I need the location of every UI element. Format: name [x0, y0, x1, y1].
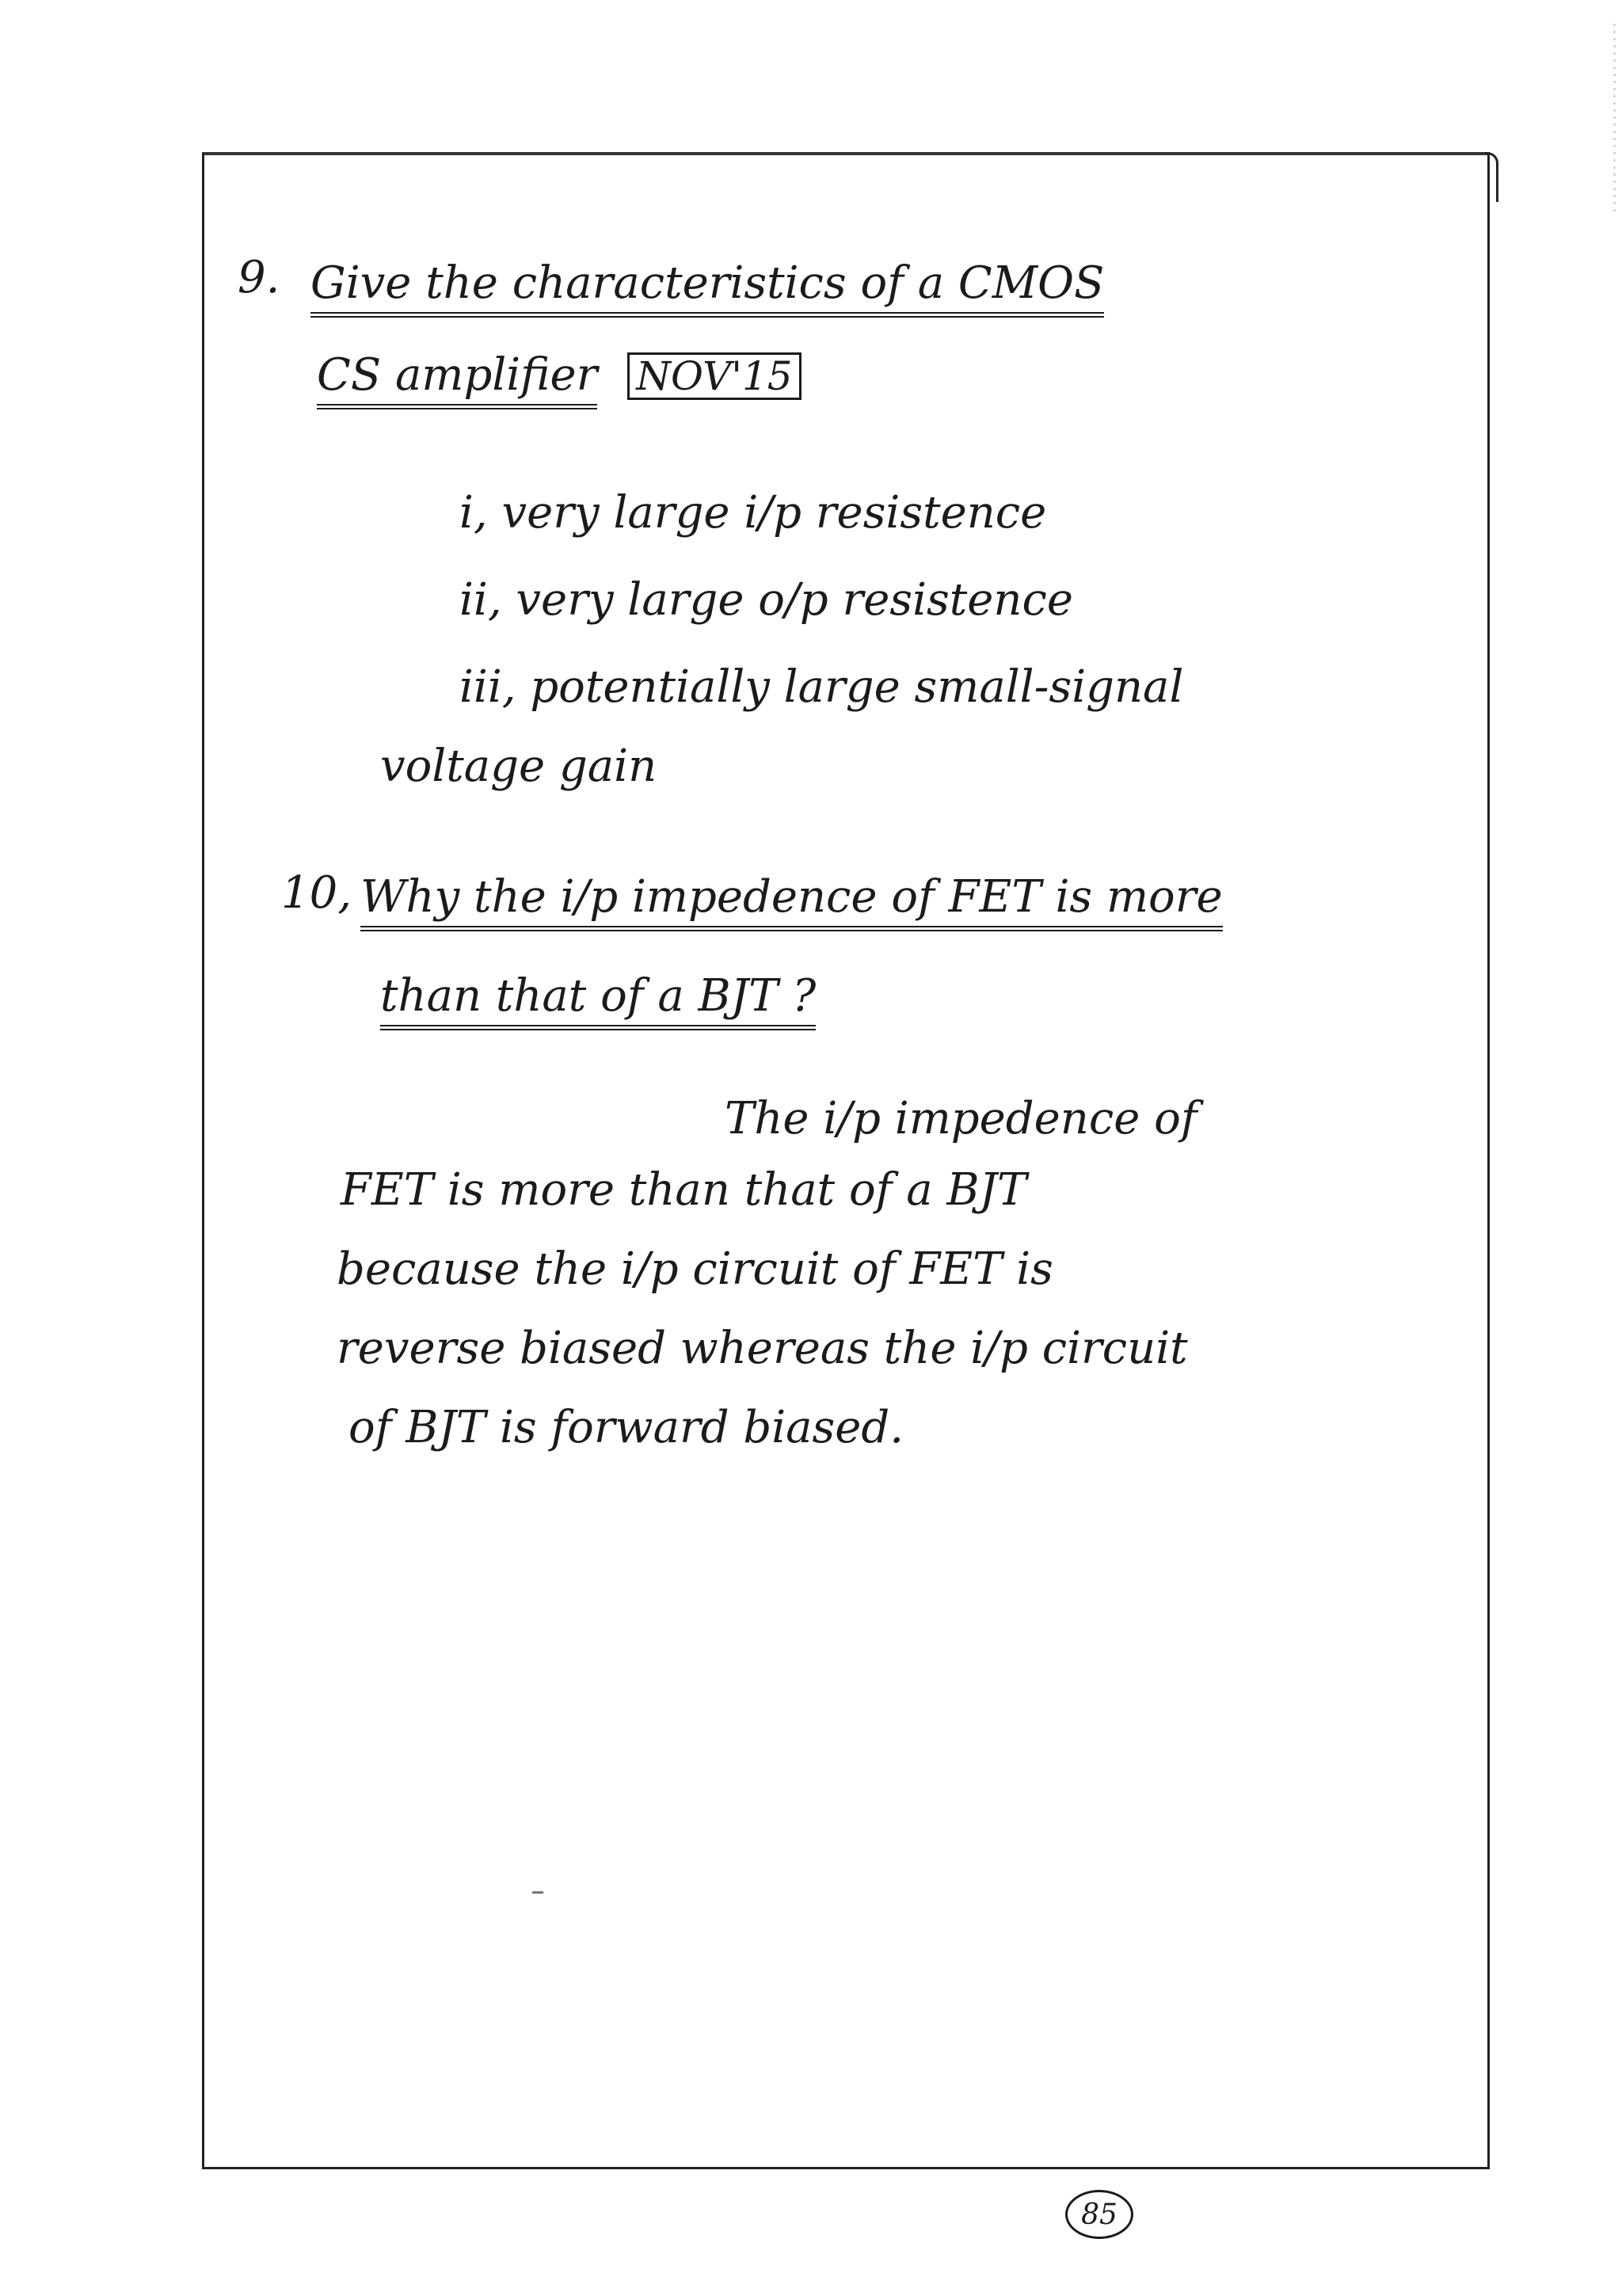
- answer-9-item-3: iii, potentially large small-signal: [459, 661, 1184, 713]
- page-border-corner: [1485, 152, 1498, 202]
- page-border: [202, 152, 1490, 2169]
- question-10-title-line1: [360, 871, 1223, 931]
- answer-9-item-1: i, very large i/p resistence: [459, 487, 1047, 539]
- question-9-title-line1-text: Give the characteristics of a CMOS: [310, 261, 1104, 318]
- answer-9-item-3-cont: voltage gain: [380, 741, 657, 792]
- question-10-title-line2-text: than that of a BJT ?: [380, 974, 816, 1030]
- question-10-title-line2: [380, 970, 817, 1030]
- question-9-title-line2: [317, 349, 801, 409]
- exam-date-tag: NOV'15: [627, 352, 801, 400]
- answer-10-line-2: FET is more than that of a BJT: [341, 1164, 1027, 1216]
- answer-9-item-2: ii, very large o/p resistence: [459, 574, 1074, 626]
- question-9-title-line2-text: CS amplifier: [317, 353, 597, 409]
- question-9-title-line1: [310, 257, 1105, 318]
- question-9-number: 9.: [238, 252, 280, 303]
- answer-10-line-1: The i/p impedence of: [725, 1093, 1197, 1144]
- answer-10-line-3: because the i/p circuit of FET is: [337, 1243, 1053, 1295]
- scan-margin-marks: [1613, 24, 1616, 214]
- page-number: 85: [1065, 2190, 1133, 2239]
- stray-mark: [532, 1891, 543, 1894]
- answer-10-line-5: of BJT is forward biased.: [348, 1402, 904, 1453]
- answer-10-line-4: reverse biased whereas the i/p circuit: [337, 1323, 1188, 1374]
- question-10-title-line1-text: Why the i/p impedence of FET is more: [360, 875, 1223, 931]
- question-10-number: 10,: [281, 867, 352, 919]
